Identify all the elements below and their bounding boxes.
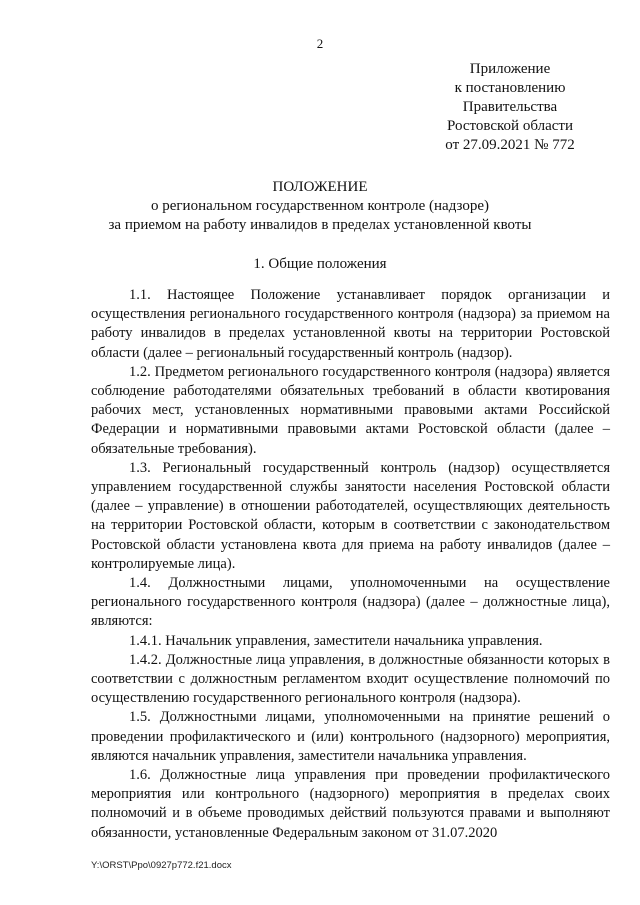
paragraph-1-6: 1.6. Должностные лица управления при проведении профилактического мероприятия или контрольного (надзорного) мероприятия в пределах своих полномочий и в объеме проводимых действий пользуются правами и выполняют обязанности, установленные Федеральным законом от 31.07.2020 — [91, 767, 610, 841]
document-title: ПОЛОЖЕНИЕ — [272, 179, 368, 195]
paragraph-1-4-2: 1.4.2. Должностные лица управления, в должностные обязанности которых в соответствии с должностным регламентом входит осуществление полномочий по осуществлению государственного регионального контроля (надзора). — [91, 651, 610, 707]
appendix-line: Правительства — [462, 99, 558, 115]
body-text — [91, 286, 610, 843]
paragraph-1-4: 1.4. Должностными лицами, уполномоченными на осуществление регионального государственного контроля (надзора) (далее – должностные лица), являются: — [91, 575, 610, 630]
paragraph-1-5: 1.5. Должностными лицами, уполномоченными на принятие решений о проведении профилактического и (или) контрольного (надзорного) мероприятия, являются начальник управления, заместители начальника управления. — [91, 709, 610, 764]
paragraph-1-3: 1.3. Региональный государственный контроль (надзор) осуществляется управлением государственной службы занятости населения Ростовской области (далее – управление) в отношении работодателей, осуществляющих деятельность на территории Ростовской области, которым в соответствии с законодательством Ростовской области установлена квота для приема на работу инвалидов (далее – контролируемые лица). — [91, 459, 610, 572]
document-heading — [0, 178, 640, 235]
appendix-line: от 27.09.2021 № 772 — [445, 137, 575, 153]
paragraph-1-1: 1.1. Настоящее Положение устанавливает порядок организации и осуществления регионального государственного контроля (надзора) за приемом на работу инвалидов в пределах установленной квоты на территории Ростовской области (далее – региональный государственный контроль (надзор). — [91, 287, 610, 361]
document-subtitle-line: о региональном государственном контроле (надзоре) — [150, 198, 490, 214]
appendix-line: к постановлению — [454, 80, 566, 96]
appendix-line: Ростовской области — [447, 118, 573, 134]
file-path-footer: Y:\ORST\Ppo\0927p772.f21.docx — [91, 860, 232, 871]
paragraph-1-2: 1.2. Предметом регионального государственного контроля (надзора) является соблюдение работодателями обязательных требований в области квотирования рабочих мест, установленных нормативными правовыми актами Российской Федерации и нормативными правовыми актами Ростовской области (далее – обязательные требования). — [91, 363, 610, 457]
document-subtitle-line: за приемом на работу инвалидов в пределах установленной квоты — [108, 217, 532, 233]
paragraph-1-4-1: 1.4.1. Начальник управления, заместители начальника управления. — [129, 632, 543, 649]
section-title: 1. Общие положения — [253, 256, 387, 272]
page-number: 2 — [316, 36, 324, 51]
appendix-block — [410, 60, 610, 155]
appendix-line: Приложение — [469, 61, 551, 77]
